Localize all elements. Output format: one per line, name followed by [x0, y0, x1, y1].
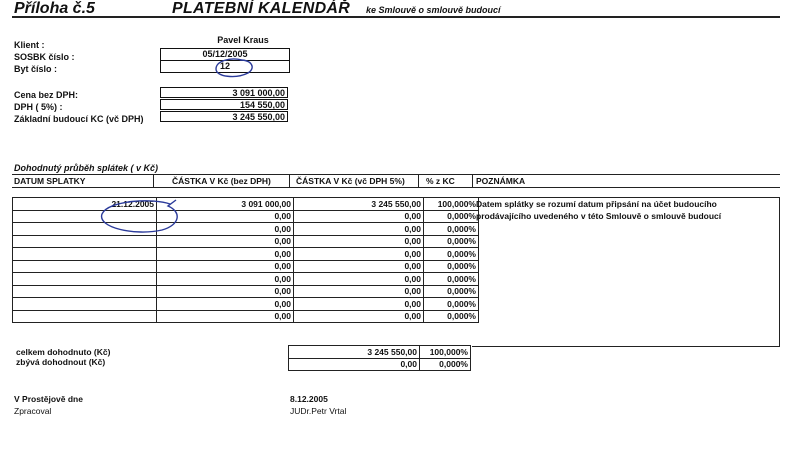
table-row: [13, 260, 479, 273]
header-separator: [472, 174, 473, 187]
row-amount-gross: 0,00: [294, 235, 424, 248]
row-amount-net: 0,00: [157, 223, 294, 236]
header-amount-gross: ČÁSTKA V Kč (vč DPH 5%): [296, 176, 405, 186]
flat-value: 12: [160, 60, 290, 73]
table-row: [13, 298, 479, 311]
base-price-label: Základní budoucí KC (vč DPH): [14, 114, 144, 124]
flat-label: Byt číslo :: [14, 64, 58, 74]
note-box: [472, 197, 780, 347]
row-amount-net: 3 091 000,00: [157, 198, 294, 211]
row-amount-net: 0,00: [157, 235, 294, 248]
row-date: [13, 248, 157, 261]
row-amount-gross: 0,00: [294, 298, 424, 311]
schedule-note-line: Datem splátky se rozumí datum připsání na účet budoucího: [476, 199, 717, 209]
remaining-row: [289, 358, 471, 371]
header-separator: [153, 174, 154, 187]
header-date: DATUM SPLATKY: [14, 176, 86, 186]
row-date: [13, 285, 157, 298]
table-row: [13, 223, 479, 236]
page-subtitle: ke Smlouvě o smlouvě budoucí: [366, 5, 501, 15]
row-date: [13, 310, 157, 323]
client-value: Pavel Kraus: [217, 35, 269, 45]
row-percent: 100,000%: [424, 198, 479, 211]
header-separator: [418, 174, 419, 187]
row-date: [13, 298, 157, 311]
schedule-note-line: prodávajícího uvedeného v této Smlouvě o smlouvě budoucí: [476, 210, 722, 221]
row-amount-net: 0,00: [157, 210, 294, 223]
row-percent: 0,000%: [424, 235, 479, 248]
row-amount-gross: 3 245 550,00: [294, 198, 424, 211]
row-date: [13, 273, 157, 286]
agreed-total-row: [289, 346, 471, 359]
table-row: [13, 210, 479, 223]
row-amount-gross: 0,00: [294, 223, 424, 236]
schedule-header-row: [12, 174, 780, 188]
table-row: [13, 310, 479, 323]
client-label: Klient :: [14, 40, 45, 50]
table-row: [13, 235, 479, 248]
header-amount-net: ČÁSTKA V Kč (bez DPH): [172, 176, 271, 186]
agreed-total-value: 3 245 550,00: [289, 346, 420, 359]
row-amount-gross: 0,00: [294, 285, 424, 298]
row-percent: 0,000%: [424, 248, 479, 261]
prepared-label: Zpracoval: [14, 406, 52, 416]
date-circle-mark: [96, 196, 186, 240]
row-amount-net: 0,00: [157, 310, 294, 323]
remaining-label: zbývá dohodnout (Kč): [16, 357, 106, 367]
row-date: 21.12.2005: [13, 198, 157, 211]
sosbk-label: SOSBK číslo :: [14, 52, 75, 62]
header-separator: [289, 174, 290, 187]
row-amount-net: 0,00: [157, 260, 294, 273]
prepared-value: JUDr.Petr Vrtal: [290, 406, 347, 416]
table-row: [13, 273, 479, 286]
agreed-total-pct: 100,000%: [420, 346, 471, 359]
remaining-pct: 0,000%: [420, 358, 471, 371]
table-row: [13, 248, 479, 261]
base-price-value: 3 245 550,00: [160, 111, 288, 122]
row-amount-gross: 0,00: [294, 273, 424, 286]
net-price-label: Cena bez DPH:: [14, 90, 79, 100]
schedule-title: Dohodnutý průběh splátek ( v Kč): [14, 163, 159, 173]
row-percent: 0,000%: [424, 310, 479, 323]
totals-table: [288, 345, 471, 371]
row-date: [13, 260, 157, 273]
sosbk-value: 05/12/2005: [160, 48, 290, 61]
row-percent: 0,000%: [424, 285, 479, 298]
row-amount-net: 0,00: [157, 298, 294, 311]
table-row: [13, 198, 479, 211]
table-row: [13, 285, 479, 298]
place-label: V Prostějově dne: [14, 394, 83, 404]
row-amount-net: 0,00: [157, 273, 294, 286]
header-divider: [12, 16, 780, 18]
date-value: 8.12.2005: [290, 394, 328, 404]
header-note: POZNÁMKA: [476, 176, 526, 186]
remaining-value: 0,00: [289, 358, 420, 371]
row-percent: 0,000%: [424, 223, 479, 236]
row-percent: 0,000%: [424, 298, 479, 311]
page-title: PLATEBNÍ KALENDÁŘ: [172, 0, 351, 17]
vat-label: DPH ( 5%) :: [14, 102, 63, 112]
header-percent: % z KC: [426, 176, 455, 186]
row-amount-gross: 0,00: [294, 260, 424, 273]
net-price-value: 3 091 000,00: [160, 87, 288, 98]
row-amount-gross: 0,00: [294, 310, 424, 323]
appendix-label: Příloha č.5: [14, 0, 95, 17]
vat-value: 154 550,00: [160, 99, 288, 110]
flat-circle-mark: [212, 56, 258, 80]
row-amount-gross: 0,00: [294, 248, 424, 261]
agreed-total-label: celkem dohodnuto (Kč): [16, 347, 111, 357]
schedule-table: [12, 197, 479, 323]
row-amount-net: 0,00: [157, 285, 294, 298]
row-percent: 0,000%: [424, 210, 479, 223]
row-amount-net: 0,00: [157, 248, 294, 261]
row-percent: 0,000%: [424, 273, 479, 286]
row-amount-gross: 0,00: [294, 210, 424, 223]
row-percent: 0,000%: [424, 260, 479, 273]
